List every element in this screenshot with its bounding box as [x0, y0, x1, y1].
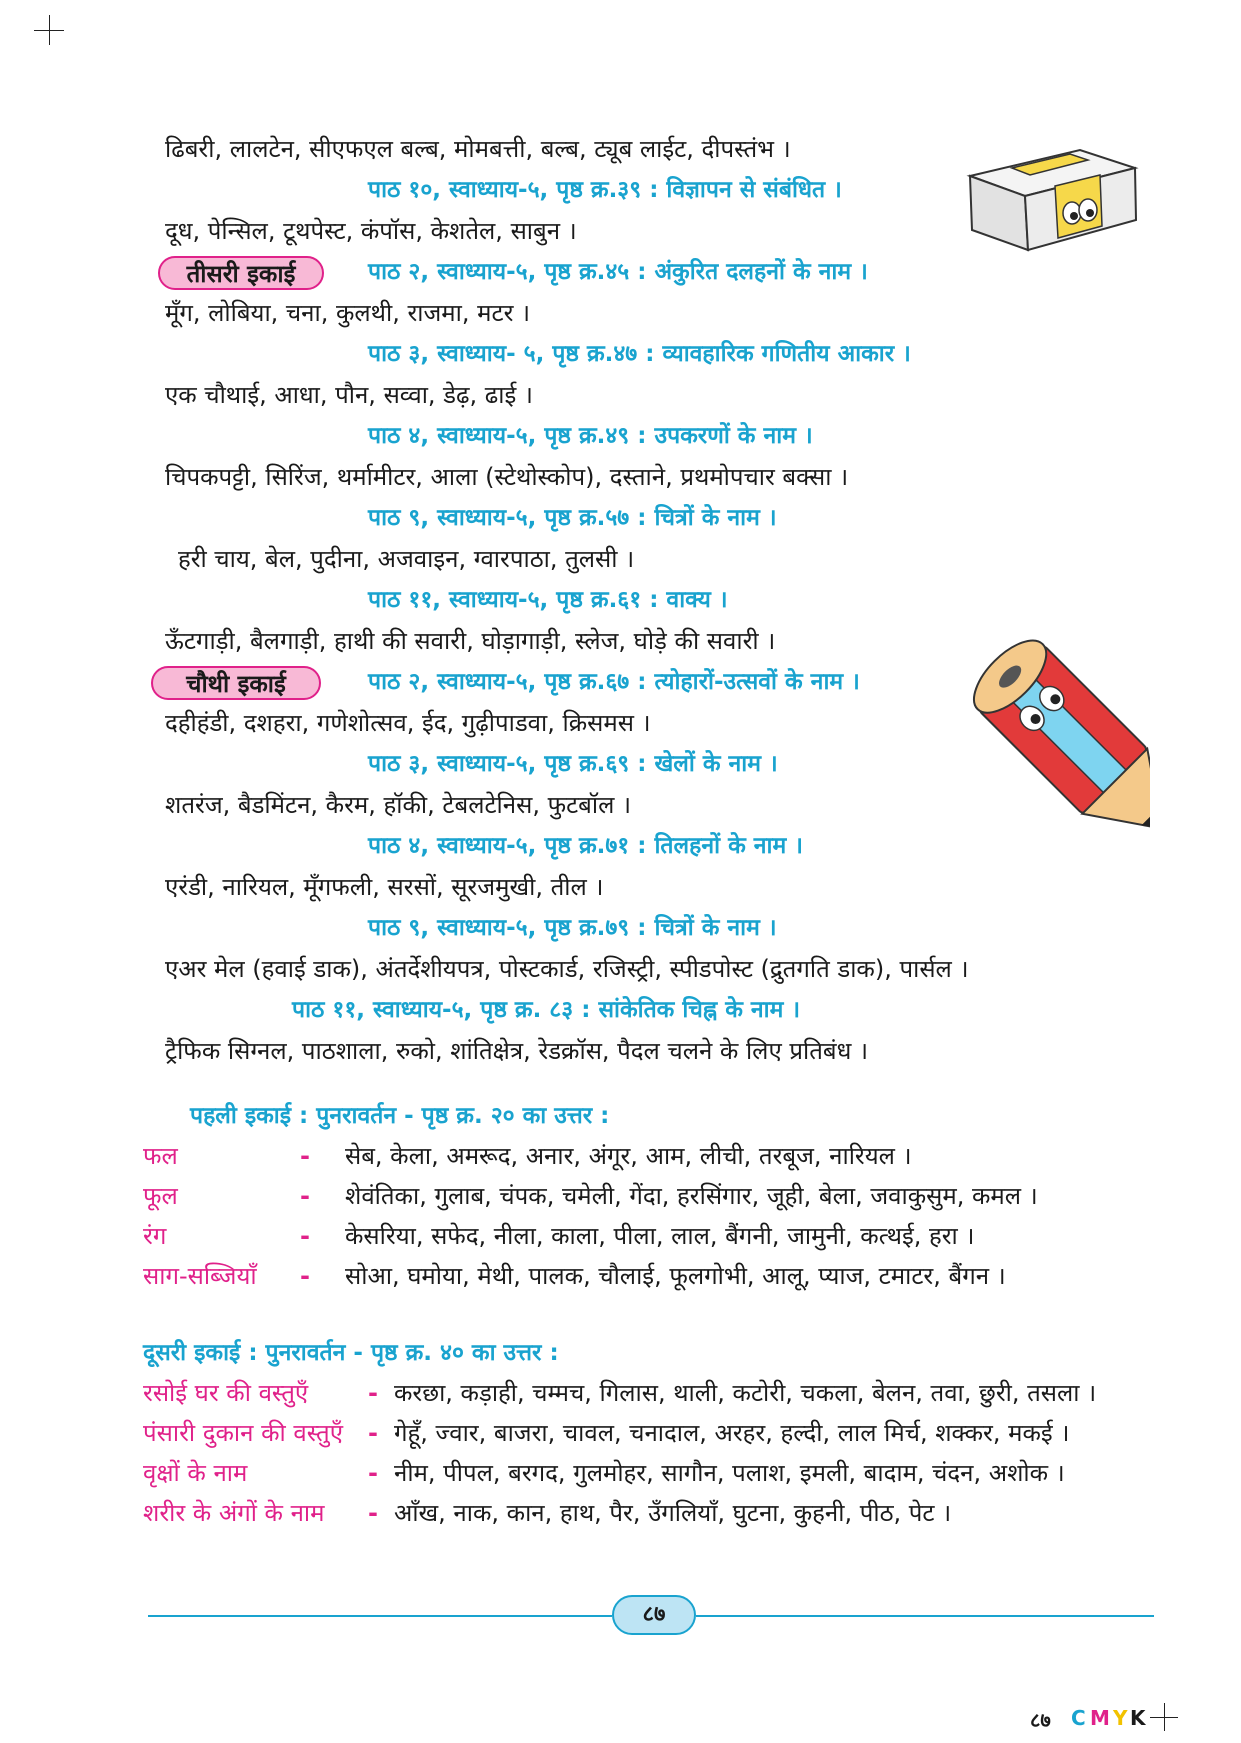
- lesson-heading: पाठ ११, स्वाध्याय-५, पृष्ठ क्र.६१ : वाक्य ।: [368, 587, 728, 613]
- revision-2-answer: नीम, पीपल, बरगद, गुलमोहर, सागौन, पलाश, इमली, बादाम, चंदन, अशोक ।: [394, 1459, 1065, 1487]
- revision-2-dash: -: [368, 1459, 378, 1487]
- revision-1-answer: केसरिया, सफेद, नीला, काला, पीला, लाल, बैंगनी, जामुनी, कत्थई, हरा ।: [345, 1222, 975, 1250]
- answer-line: ढिबरी, लालटेन, सीएफएल बल्ब, मोमबत्ती, बल्ब, ट्यूब लाईट, दीपस्तंभ ।: [165, 135, 791, 163]
- revision-2-answer: करछा, कड़ाही, चम्मच, गिलास, थाली, कटोरी, चकला, बेलन, तवा, छुरी, तसला ।: [394, 1379, 1097, 1407]
- revision-1-title: पहली इकाई : पुनरावर्तन - पृष्ठ क्र. २० का उत्तर :: [190, 1103, 610, 1129]
- answer-line: चिपकपट्टी, सिरिंज, थर्मामीटर, आला (स्टेथोस्कोप), दस्ताने, प्रथमोपचार बक्सा ।: [165, 463, 849, 491]
- revision-2-label: वृक्षों के नाम: [143, 1459, 248, 1487]
- answer-line: दहीहंडी, दशहरा, गणेशोत्सव, ईद, गुढ़ीपाडवा, क्रिसमस ।: [165, 709, 651, 737]
- eraser-illustration: [960, 138, 1150, 256]
- answer-line: एक चौथाई, आधा, पौन, सव्वा, डेढ़, ढाई ।: [165, 381, 534, 409]
- lesson-heading: पाठ ३, स्वाध्याय-५, पृष्ठ क्र.६९ : खेलों के नाम ।: [368, 751, 778, 777]
- lesson-heading: पाठ ९, स्वाध्याय-५, पृष्ठ क्र.५७ : चित्रों के नाम ।: [368, 505, 777, 531]
- revision-1-answer: सेब, केला, अमरूद, अनार, अंगूर, आम, लीची, तरबूज, नारियल ।: [345, 1142, 912, 1170]
- cmyk-y: Y: [1113, 1706, 1128, 1730]
- answer-line: शतरंज, बैडमिंटन, कैरम, हॉकी, टेबलटेनिस, फुटबॉल ।: [165, 791, 632, 819]
- answer-line: दूध, पेन्सिल, टूथपेस्ट, कंपॉस, केशतेल, साबुन ।: [165, 217, 577, 245]
- revision-1-answer: सोआ, घमोया, मेथी, पालक, चौलाई, फूलगोभी, आलू, प्याज, टमाटर, बैंगन ।: [345, 1262, 1006, 1290]
- lesson-heading: पाठ ११, स्वाध्याय-५, पृष्ठ क्र. ८३ : सांकेतिक चिह्न के नाम ।: [292, 997, 801, 1023]
- lesson-heading: पाठ २, स्वाध्याय-५, पृष्ठ क्र.६७ : त्योहारों-उत्सवों के नाम ।: [368, 669, 860, 695]
- answer-line: एअर मेल (हवाई डाक), अंतर्देशीयपत्र, पोस्टकार्ड, रजिस्ट्री, स्पीडपोस्ट (द्रुतगति डाक), पार्सल ।: [165, 955, 969, 983]
- revision-1-label: फूल: [143, 1182, 178, 1210]
- revision-2-dash: -: [368, 1379, 378, 1407]
- lesson-heading: पाठ २, स्वाध्याय-५, पृष्ठ क्र.४५ : अंकुरित दलहनों के नाम ।: [368, 259, 868, 285]
- revision-2-title: दूसरी इकाई : पुनरावर्तन - पृष्ठ क्र. ४० का उत्तर :: [143, 1340, 559, 1366]
- revision-2-label: रसोई घर की वस्तुएँ: [143, 1379, 309, 1407]
- lesson-heading: पाठ १०, स्वाध्याय-५, पृष्ठ क्र.३९ : विज्ञापन से संबंधित ।: [368, 177, 842, 203]
- revision-2-answer: आँख, नाक, कान, हाथ, पैर, उँगलियाँ, घुटना, कुहनी, पीठ, पेट ।: [394, 1499, 952, 1527]
- cmyk-k: K: [1130, 1706, 1146, 1730]
- section-pill-chauthi-ikai: चौथी इकाई: [151, 666, 321, 700]
- cmyk-m: M: [1090, 1706, 1110, 1730]
- answer-line: हरी चाय, बेल, पुदीना, अजवाइन, ग्वारपाठा, तुलसी ।: [178, 545, 635, 573]
- pencil-illustration: [940, 625, 1150, 830]
- revision-2-label: पंसारी दुकान की वस्तुएँ: [143, 1419, 343, 1447]
- crop-mark-top-left-v: [49, 15, 50, 45]
- lesson-heading: पाठ ४, स्वाध्याय-५, पृष्ठ क्र.४९ : उपकरणों के नाम ।: [368, 423, 813, 449]
- lesson-heading: पाठ ३, स्वाध्याय- ५, पृष्ठ क्र.४७ : व्यावहारिक गणितीय आकार ।: [368, 341, 911, 367]
- revision-2-label: शरीर के अंगों के नाम: [143, 1499, 325, 1527]
- cmyk-c: C: [1071, 1706, 1086, 1730]
- revision-1-label: फल: [143, 1142, 178, 1170]
- answer-line: ट्रैफिक सिग्नल, पाठशाला, रुको, शांतिक्षेत्र, रेडक्रॉस, पैदल चलने के लिए प्रतिबंध ।: [165, 1037, 869, 1065]
- revision-1-label: साग-सब्जियाँ: [143, 1262, 257, 1290]
- answer-line: मूँग, लोबिया, चना, कुलथी, राजमा, मटर ।: [165, 299, 531, 327]
- footer-rule-right: [696, 1615, 1154, 1617]
- revision-2-dash: -: [368, 1499, 378, 1527]
- lesson-heading: पाठ ९, स्वाध्याय-५, पृष्ठ क्र.७९ : चित्रों के नाम ।: [368, 915, 777, 941]
- crop-mark-bottom-right-v: [1164, 1703, 1165, 1731]
- revision-2-answer: गेहूँ, ज्वार, बाजरा, चावल, चनादाल, अरहर, हल्दी, लाल मिर्च, शक्कर, मकई ।: [394, 1419, 1070, 1447]
- answer-line: ऊँटगाड़ी, बैलगाड़ी, हाथी की सवारी, घोड़ागाड़ी, स्लेज, घोड़े की सवारी ।: [165, 627, 776, 655]
- revision-1-answer: शेवंतिका, गुलाब, चंपक, चमेली, गेंदा, हरसिंगार, जूही, बेला, जवाकुसुम, कमल ।: [345, 1182, 1038, 1210]
- revision-2-dash: -: [368, 1419, 378, 1447]
- footer-rule-left: [148, 1615, 612, 1617]
- revision-1-dash: -: [300, 1142, 310, 1170]
- revision-1-dash: -: [300, 1182, 310, 1210]
- answer-line: एरंडी, नारियल, मूँगफली, सरसों, सूरजमुखी, तील ।: [165, 873, 604, 901]
- section-pill-teesri-ikai: तीसरी इकाई: [158, 256, 324, 290]
- revision-1-label: रंग: [143, 1222, 167, 1250]
- revision-1-dash: -: [300, 1262, 310, 1290]
- revision-1-dash: -: [300, 1222, 310, 1250]
- page-number-badge: ८७: [612, 1595, 696, 1635]
- lesson-heading: पाठ ४, स्वाध्याय-५, पृष्ठ क्र.७१ : तिलहनों के नाम ।: [368, 833, 803, 859]
- print-page-number: ८७: [1030, 1708, 1051, 1732]
